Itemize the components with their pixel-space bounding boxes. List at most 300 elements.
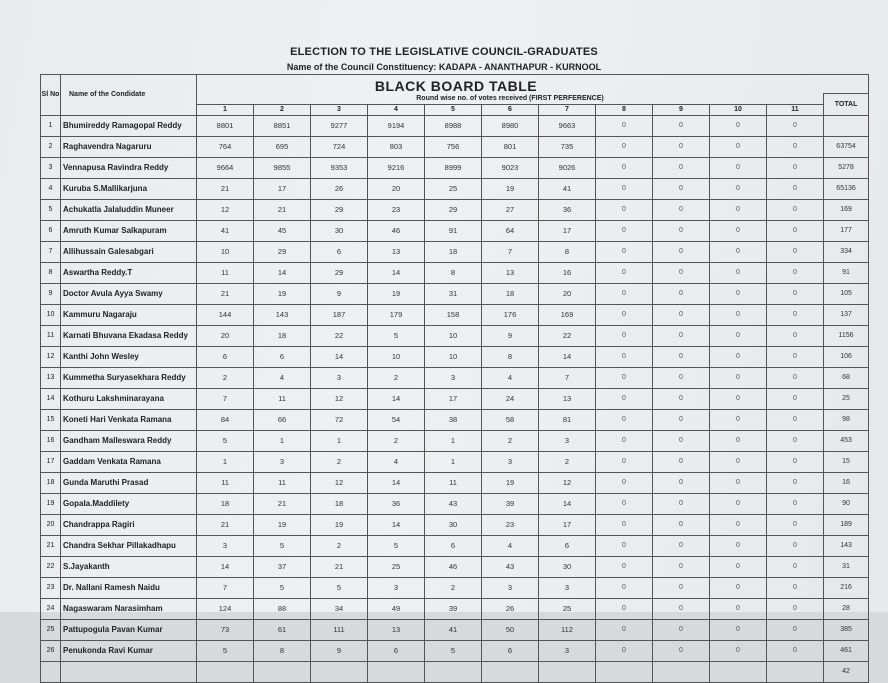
round-7-votes-cell: 14 — [539, 346, 596, 367]
round-4-votes-cell: 9194 — [368, 115, 425, 136]
round-3-votes-cell: 34 — [311, 598, 368, 619]
round-4-votes-cell: 10 — [368, 346, 425, 367]
round-9-votes-cell: 0 — [653, 241, 710, 262]
round-2-votes-cell: 4 — [254, 367, 311, 388]
table-row — [41, 388, 869, 409]
sl-no-cell: 16 — [41, 430, 61, 451]
round-3-votes-cell: 2 — [311, 535, 368, 556]
round-5-votes-cell: 30 — [425, 514, 482, 535]
round-7-votes-cell: 36 — [539, 199, 596, 220]
round-9-votes-cell: 0 — [653, 325, 710, 346]
sl-no-cell: 11 — [41, 325, 61, 346]
table-row — [41, 451, 869, 472]
round-8-votes-cell: 0 — [596, 619, 653, 640]
round-2-votes-cell: 19 — [254, 514, 311, 535]
sl-no-header: Sl No — [41, 75, 61, 116]
candidate-name-cell: Kanthi John Wesley — [61, 346, 197, 367]
round-4-votes-cell: 20 — [368, 178, 425, 199]
sl-no-cell — [41, 661, 61, 682]
round-1-votes-cell: 20 — [197, 325, 254, 346]
candidate-name-cell: Raghavendra Nagaruru — [61, 136, 197, 157]
candidate-name-cell: Aswartha Reddy.T — [61, 262, 197, 283]
round-7-votes-cell: 13 — [539, 388, 596, 409]
table-row — [41, 157, 869, 178]
round-5-votes-cell: 8988 — [425, 115, 482, 136]
sl-no-cell: 22 — [41, 556, 61, 577]
round-5-votes-cell: 8 — [425, 262, 482, 283]
round-5-votes-cell: 39 — [425, 598, 482, 619]
round-1-votes-cell: 18 — [197, 493, 254, 514]
round-6-votes-cell: 27 — [482, 199, 539, 220]
round-5-votes-cell: 756 — [425, 136, 482, 157]
round-7-votes-cell: 17 — [539, 220, 596, 241]
round-6-votes-cell: 3 — [482, 577, 539, 598]
round-9-votes-cell: 0 — [653, 535, 710, 556]
round-3-votes-cell: 6 — [311, 241, 368, 262]
round-5-votes-cell: 31 — [425, 283, 482, 304]
round-11-votes-cell: 0 — [767, 409, 824, 430]
round-1-votes-cell: 7 — [197, 388, 254, 409]
table-body — [41, 115, 869, 682]
sl-no-cell: 6 — [41, 220, 61, 241]
round-1-votes-cell: 11 — [197, 262, 254, 283]
round-3-votes-cell — [311, 661, 368, 682]
total-votes-cell: 143 — [824, 535, 869, 556]
round-4-votes-cell: 25 — [368, 556, 425, 577]
round-8-votes-cell: 0 — [596, 451, 653, 472]
round-8-votes-cell: 0 — [596, 220, 653, 241]
table-row — [41, 472, 869, 493]
candidate-name-cell: Kuruba S.Mallikarjuna — [61, 178, 197, 199]
round-10-votes-cell: 0 — [710, 115, 767, 136]
round-7-votes-cell: 41 — [539, 178, 596, 199]
total-votes-cell: 90 — [824, 493, 869, 514]
candidate-name-cell: Vennapusa Ravindra Reddy — [61, 157, 197, 178]
round-1-votes-cell: 8801 — [197, 115, 254, 136]
round-6-votes-cell: 23 — [482, 514, 539, 535]
round-1-votes-cell: 6 — [197, 346, 254, 367]
round-9-votes-cell: 0 — [653, 430, 710, 451]
round-5-votes-cell: 46 — [425, 556, 482, 577]
round-header-5: 5 — [425, 104, 482, 115]
candidate-name-cell: Kammuru Nagaraju — [61, 304, 197, 325]
round-6-votes-cell: 9023 — [482, 157, 539, 178]
round-3-votes-cell: 9 — [311, 640, 368, 661]
round-9-votes-cell: 0 — [653, 157, 710, 178]
round-10-votes-cell: 0 — [710, 514, 767, 535]
round-2-votes-cell: 11 — [254, 472, 311, 493]
round-10-votes-cell: 0 — [710, 136, 767, 157]
round-6-votes-cell: 2 — [482, 430, 539, 451]
rounds-label: Round wise no. of votes received (FIRST PERFERENCE) — [197, 94, 824, 105]
round-4-votes-cell: 5 — [368, 325, 425, 346]
round-9-votes-cell: 0 — [653, 262, 710, 283]
total-votes-cell: 16 — [824, 472, 869, 493]
sl-no-cell: 10 — [41, 304, 61, 325]
round-5-votes-cell: 91 — [425, 220, 482, 241]
round-9-votes-cell: 0 — [653, 409, 710, 430]
total-votes-cell: 15 — [824, 451, 869, 472]
total-votes-cell: 1156 — [824, 325, 869, 346]
table-row — [41, 241, 869, 262]
round-3-votes-cell: 14 — [311, 346, 368, 367]
round-1-votes-cell: 7 — [197, 577, 254, 598]
round-9-votes-cell: 0 — [653, 115, 710, 136]
round-10-votes-cell: 0 — [710, 451, 767, 472]
total-votes-cell: 106 — [824, 346, 869, 367]
table-row — [41, 535, 869, 556]
round-2-votes-cell: 19 — [254, 283, 311, 304]
round-8-votes-cell: 0 — [596, 346, 653, 367]
round-3-votes-cell: 29 — [311, 199, 368, 220]
table-row — [41, 640, 869, 661]
total-votes-cell: 25 — [824, 388, 869, 409]
round-header-1: 1 — [197, 104, 254, 115]
round-5-votes-cell: 29 — [425, 199, 482, 220]
round-2-votes-cell: 1 — [254, 430, 311, 451]
round-7-votes-cell: 735 — [539, 136, 596, 157]
round-10-votes-cell: 0 — [710, 178, 767, 199]
table-row — [41, 283, 869, 304]
candidate-name-cell — [61, 661, 197, 682]
table-row — [41, 304, 869, 325]
round-1-votes-cell: 1 — [197, 451, 254, 472]
round-11-votes-cell: 0 — [767, 619, 824, 640]
round-1-votes-cell: 5 — [197, 640, 254, 661]
round-header-6: 6 — [482, 104, 539, 115]
total-votes-cell: 105 — [824, 283, 869, 304]
sl-no-cell: 20 — [41, 514, 61, 535]
round-7-votes-cell: 81 — [539, 409, 596, 430]
table-row — [41, 661, 869, 682]
round-11-votes-cell: 0 — [767, 136, 824, 157]
round-7-votes-cell: 9026 — [539, 157, 596, 178]
round-8-votes-cell: 0 — [596, 514, 653, 535]
round-2-votes-cell: 88 — [254, 598, 311, 619]
total-votes-cell: 334 — [824, 241, 869, 262]
round-10-votes-cell: 0 — [710, 430, 767, 451]
round-2-votes-cell: 66 — [254, 409, 311, 430]
table-row — [41, 199, 869, 220]
round-2-votes-cell: 17 — [254, 178, 311, 199]
round-8-votes-cell: 0 — [596, 430, 653, 451]
sl-no-cell: 13 — [41, 367, 61, 388]
round-3-votes-cell: 5 — [311, 577, 368, 598]
total-votes-cell: 453 — [824, 430, 869, 451]
total-header: TOTAL — [824, 94, 869, 116]
round-10-votes-cell: 0 — [710, 535, 767, 556]
candidate-name-cell: Chandrappa Ragiri — [61, 514, 197, 535]
total-votes-cell: 461 — [824, 640, 869, 661]
round-6-votes-cell: 3 — [482, 451, 539, 472]
round-8-votes-cell: 0 — [596, 598, 653, 619]
round-header-9: 9 — [653, 104, 710, 115]
round-2-votes-cell: 21 — [254, 199, 311, 220]
round-8-votes-cell: 0 — [596, 178, 653, 199]
round-4-votes-cell: 46 — [368, 220, 425, 241]
round-4-votes-cell: 54 — [368, 409, 425, 430]
round-2-votes-cell: 29 — [254, 241, 311, 262]
round-header-4: 4 — [368, 104, 425, 115]
round-11-votes-cell: 0 — [767, 178, 824, 199]
round-10-votes-cell: 0 — [710, 325, 767, 346]
round-5-votes-cell: 8999 — [425, 157, 482, 178]
round-7-votes-cell: 25 — [539, 598, 596, 619]
round-1-votes-cell: 12 — [197, 199, 254, 220]
round-4-votes-cell: 4 — [368, 451, 425, 472]
round-7-votes-cell: 16 — [539, 262, 596, 283]
round-8-votes-cell: 0 — [596, 409, 653, 430]
round-3-votes-cell: 9277 — [311, 115, 368, 136]
round-9-votes-cell: 0 — [653, 514, 710, 535]
round-1-votes-cell: 21 — [197, 514, 254, 535]
round-1-votes-cell — [197, 661, 254, 682]
candidate-name-cell: Chandra Sekhar Pillakadhapu — [61, 535, 197, 556]
table-row — [41, 115, 869, 136]
round-1-votes-cell: 21 — [197, 283, 254, 304]
round-8-votes-cell: 0 — [596, 241, 653, 262]
table-row — [41, 346, 869, 367]
round-10-votes-cell: 0 — [710, 556, 767, 577]
round-10-votes-cell: 0 — [710, 367, 767, 388]
round-6-votes-cell: 7 — [482, 241, 539, 262]
table-row — [41, 220, 869, 241]
round-1-votes-cell: 73 — [197, 619, 254, 640]
candidate-name-cell: Allihussain Galesabgari — [61, 241, 197, 262]
table-row — [41, 430, 869, 451]
round-7-votes-cell: 30 — [539, 556, 596, 577]
round-7-votes-cell: 8 — [539, 241, 596, 262]
round-10-votes-cell: 0 — [710, 304, 767, 325]
round-7-votes-cell: 9663 — [539, 115, 596, 136]
round-11-votes-cell: 0 — [767, 367, 824, 388]
round-9-votes-cell: 0 — [653, 136, 710, 157]
round-1-votes-cell: 10 — [197, 241, 254, 262]
round-8-votes-cell: 0 — [596, 577, 653, 598]
total-votes-cell: 5278 — [824, 157, 869, 178]
sl-no-cell: 1 — [41, 115, 61, 136]
round-11-votes-cell: 0 — [767, 472, 824, 493]
sl-no-cell: 4 — [41, 178, 61, 199]
round-4-votes-cell: 803 — [368, 136, 425, 157]
round-11-votes-cell: 0 — [767, 115, 824, 136]
round-3-votes-cell: 724 — [311, 136, 368, 157]
round-2-votes-cell: 5 — [254, 535, 311, 556]
round-4-votes-cell: 2 — [368, 430, 425, 451]
table-row — [41, 136, 869, 157]
round-6-votes-cell — [482, 661, 539, 682]
round-3-votes-cell: 9 — [311, 283, 368, 304]
round-5-votes-cell: 41 — [425, 619, 482, 640]
round-4-votes-cell: 14 — [368, 262, 425, 283]
table-row — [41, 577, 869, 598]
round-11-votes-cell: 0 — [767, 346, 824, 367]
round-7-votes-cell: 3 — [539, 577, 596, 598]
round-4-votes-cell — [368, 661, 425, 682]
constituency-name: Name of the Council Constituency: KADAPA - ANANTHAPUR - KURNOOL — [286, 62, 602, 72]
total-votes-cell: 65136 — [824, 178, 869, 199]
round-6-votes-cell: 18 — [482, 283, 539, 304]
round-9-votes-cell: 0 — [653, 472, 710, 493]
total-votes-cell: 385 — [824, 619, 869, 640]
round-2-votes-cell: 6 — [254, 346, 311, 367]
sl-no-cell: 14 — [41, 388, 61, 409]
round-9-votes-cell: 0 — [653, 451, 710, 472]
round-3-votes-cell: 26 — [311, 178, 368, 199]
round-9-votes-cell — [653, 661, 710, 682]
round-11-votes-cell: 0 — [767, 577, 824, 598]
total-votes-cell: 177 — [824, 220, 869, 241]
candidate-name-cell: Gaddam Venkata Ramana — [61, 451, 197, 472]
round-11-votes-cell: 0 — [767, 430, 824, 451]
round-8-votes-cell: 0 — [596, 283, 653, 304]
round-11-votes-cell: 0 — [767, 220, 824, 241]
total-votes-cell: 137 — [824, 304, 869, 325]
candidate-name-cell: Gunda Maruthi Prasad — [61, 472, 197, 493]
round-7-votes-cell: 14 — [539, 493, 596, 514]
round-4-votes-cell: 49 — [368, 598, 425, 619]
round-11-votes-cell: 0 — [767, 451, 824, 472]
round-2-votes-cell: 45 — [254, 220, 311, 241]
table-row — [41, 598, 869, 619]
round-3-votes-cell: 19 — [311, 514, 368, 535]
sl-no-cell: 24 — [41, 598, 61, 619]
round-2-votes-cell: 14 — [254, 262, 311, 283]
round-7-votes-cell: 112 — [539, 619, 596, 640]
round-8-votes-cell: 0 — [596, 640, 653, 661]
black-board-table — [40, 74, 869, 683]
round-4-votes-cell: 9216 — [368, 157, 425, 178]
round-9-votes-cell: 0 — [653, 304, 710, 325]
round-9-votes-cell: 0 — [653, 220, 710, 241]
round-1-votes-cell: 764 — [197, 136, 254, 157]
round-2-votes-cell: 8 — [254, 640, 311, 661]
round-6-votes-cell: 64 — [482, 220, 539, 241]
round-1-votes-cell: 84 — [197, 409, 254, 430]
round-10-votes-cell: 0 — [710, 199, 767, 220]
round-8-votes-cell: 0 — [596, 535, 653, 556]
round-3-votes-cell: 12 — [311, 472, 368, 493]
round-6-votes-cell: 13 — [482, 262, 539, 283]
table-row — [41, 409, 869, 430]
round-4-votes-cell: 2 — [368, 367, 425, 388]
candidate-name-cell: Pattupogula Pavan Kumar — [61, 619, 197, 640]
round-10-votes-cell: 0 — [710, 346, 767, 367]
round-4-votes-cell: 36 — [368, 493, 425, 514]
round-11-votes-cell — [767, 661, 824, 682]
candidate-name-cell: Gopala.Maddilety — [61, 493, 197, 514]
sl-no-cell: 5 — [41, 199, 61, 220]
round-3-votes-cell: 12 — [311, 388, 368, 409]
round-5-votes-cell: 25 — [425, 178, 482, 199]
round-5-votes-cell: 43 — [425, 493, 482, 514]
table-row — [41, 262, 869, 283]
candidate-name-cell: S.Jayakanth — [61, 556, 197, 577]
sl-no-cell: 2 — [41, 136, 61, 157]
round-10-votes-cell: 0 — [710, 577, 767, 598]
round-10-votes-cell: 0 — [710, 472, 767, 493]
round-5-votes-cell: 5 — [425, 640, 482, 661]
round-5-votes-cell: 158 — [425, 304, 482, 325]
board-table-title: BLACK BOARD TABLE — [374, 78, 538, 94]
round-10-votes-cell: 0 — [710, 241, 767, 262]
round-3-votes-cell: 18 — [311, 493, 368, 514]
total-votes-cell: 63754 — [824, 136, 869, 157]
total-votes-cell — [824, 115, 869, 136]
total-votes-cell: 91 — [824, 262, 869, 283]
round-4-votes-cell: 13 — [368, 619, 425, 640]
round-10-votes-cell: 0 — [710, 493, 767, 514]
round-5-votes-cell: 1 — [425, 451, 482, 472]
round-5-votes-cell — [425, 661, 482, 682]
round-10-votes-cell: 0 — [710, 388, 767, 409]
round-10-votes-cell: 0 — [710, 598, 767, 619]
election-title: ELECTION TO THE LEGISLATIVE COUNCIL-GRADUATES — [290, 46, 598, 58]
round-6-votes-cell: 50 — [482, 619, 539, 640]
round-6-votes-cell: 6 — [482, 640, 539, 661]
round-9-votes-cell: 0 — [653, 346, 710, 367]
round-9-votes-cell: 0 — [653, 556, 710, 577]
round-9-votes-cell: 0 — [653, 598, 710, 619]
round-3-votes-cell: 30 — [311, 220, 368, 241]
round-1-votes-cell: 144 — [197, 304, 254, 325]
round-1-votes-cell: 21 — [197, 178, 254, 199]
round-3-votes-cell: 22 — [311, 325, 368, 346]
round-6-votes-cell: 24 — [482, 388, 539, 409]
sl-no-cell: 7 — [41, 241, 61, 262]
round-3-votes-cell: 72 — [311, 409, 368, 430]
sl-no-cell: 9 — [41, 283, 61, 304]
round-5-votes-cell: 3 — [425, 367, 482, 388]
sl-no-cell: 3 — [41, 157, 61, 178]
round-6-votes-cell: 801 — [482, 136, 539, 157]
round-9-votes-cell: 0 — [653, 619, 710, 640]
candidate-name-cell: Achukatla Jalaluddin Muneer — [61, 199, 197, 220]
round-7-votes-cell: 6 — [539, 535, 596, 556]
round-11-votes-cell: 0 — [767, 493, 824, 514]
candidate-name-cell: Bhumireddy Ramagopal Reddy — [61, 115, 197, 136]
round-8-votes-cell: 0 — [596, 493, 653, 514]
round-5-votes-cell: 6 — [425, 535, 482, 556]
candidate-name-cell: Karnati Bhuvana Ekadasa Reddy — [61, 325, 197, 346]
sl-no-cell: 15 — [41, 409, 61, 430]
round-1-votes-cell: 3 — [197, 535, 254, 556]
round-8-votes-cell: 0 — [596, 556, 653, 577]
round-3-votes-cell: 111 — [311, 619, 368, 640]
round-6-votes-cell: 19 — [482, 178, 539, 199]
round-7-votes-cell: 3 — [539, 430, 596, 451]
candidate-name-cell: Kummetha Suryasekhara Reddy — [61, 367, 197, 388]
round-2-votes-cell: 61 — [254, 619, 311, 640]
round-10-votes-cell: 0 — [710, 619, 767, 640]
round-2-votes-cell: 11 — [254, 388, 311, 409]
round-6-votes-cell: 176 — [482, 304, 539, 325]
round-1-votes-cell: 124 — [197, 598, 254, 619]
round-3-votes-cell: 187 — [311, 304, 368, 325]
round-3-votes-cell: 21 — [311, 556, 368, 577]
sl-no-cell: 23 — [41, 577, 61, 598]
round-7-votes-cell: 169 — [539, 304, 596, 325]
round-6-votes-cell: 43 — [482, 556, 539, 577]
round-3-votes-cell: 9353 — [311, 157, 368, 178]
table-row — [41, 367, 869, 388]
round-7-votes-cell: 2 — [539, 451, 596, 472]
table-row — [41, 178, 869, 199]
round-header-8: 8 — [596, 104, 653, 115]
round-header-10: 10 — [710, 104, 767, 115]
round-11-votes-cell: 0 — [767, 640, 824, 661]
round-8-votes-cell: 0 — [596, 115, 653, 136]
